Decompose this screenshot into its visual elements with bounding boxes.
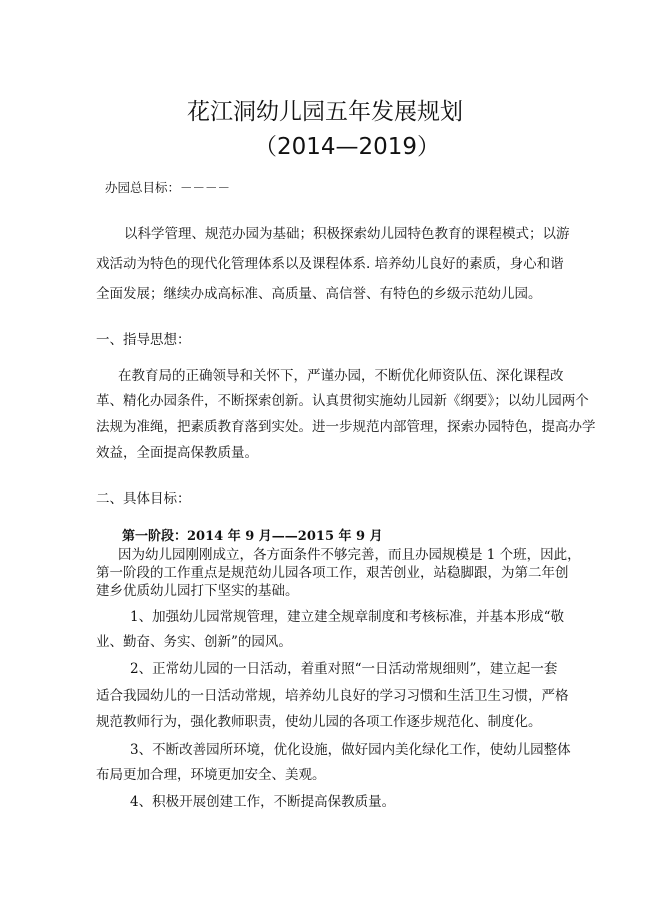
section-heading-guiding: 一、指导思想：	[96, 332, 191, 348]
document-subtitle: （2014—2019）	[253, 134, 441, 160]
stage1-line: 因为幼儿园刚刚成立，各方面条件不够完善，而且办园规模是 1 个班，因此，	[118, 547, 581, 563]
stage1-line: 建乡优质幼儿园打下坚实的基础。	[96, 583, 299, 599]
item-2-line: 适合我园幼儿的一日活动常规，培养幼儿良好的学习习惯和生活卫生习惯，严格	[96, 688, 569, 704]
item-1-line: 业、勤奋、务实、创新”的园风。	[96, 634, 292, 650]
guiding-line: 在教育局的正确领导和关怀下，严谨办园，不断优化师资队伍、深化课程改	[118, 368, 564, 384]
stage1-heading: 第一阶段：2014 年 9 月——2015 年 9 月	[122, 529, 383, 544]
item-1-line: 1、加强幼儿园常规管理，建立建全规章制度和考核标准，并基本形成“敬	[130, 609, 564, 625]
item-2-line: 规范教师行为，强化教师职责，使幼儿园的各项工作逐步规范化、制度化。	[96, 714, 542, 730]
goal-heading: 办园总目标：－－－－	[105, 180, 231, 195]
guiding-line: 革、精化办园条件，不断探索创新。认真贯彻实施幼儿园新《纲要》；以幼儿园两个	[96, 393, 589, 409]
section-heading-goals: 二、具体目标：	[96, 491, 191, 507]
goal-line: 以科学管理、规范办园为基础；积极探索幼儿园特色教育的课程模式；以游	[124, 226, 570, 242]
guiding-line: 法规为准绳，把素质教育落到实处。进一步规范内部管理，探索办园特色，提高办学	[96, 419, 596, 435]
guiding-line: 效益，全面提高保教质量。	[96, 445, 258, 461]
item-2-line: 2、正常幼儿园的一日活动，着重对照“一日活动常规细则”，建立起一套	[130, 661, 558, 677]
goal-line: 戏活动为特色的现代化管理体系以及课程体系. 培养幼儿良好的素质，身心和谐	[96, 256, 564, 272]
item-3-line: 布局更加合理，环境更加安全、美观。	[96, 767, 326, 783]
document-title: 花江洞幼儿园五年发展规划	[187, 99, 463, 125]
item-3-line: 3、不断改善园所环境，优化设施，做好园内美化绿化工作，使幼儿园整体	[130, 742, 571, 758]
stage1-line: 第一阶段的工作重点是规范幼儿园各项工作，艰苦创业，站稳脚跟，为第二年创	[96, 565, 569, 581]
goal-line: 全面发展；继续办成高标准、高质量、高信誉、有特色的乡级示范幼儿园。	[96, 286, 542, 302]
item-4-line: 4、积极开展创建工作，不断提高保教质量。	[130, 794, 396, 810]
